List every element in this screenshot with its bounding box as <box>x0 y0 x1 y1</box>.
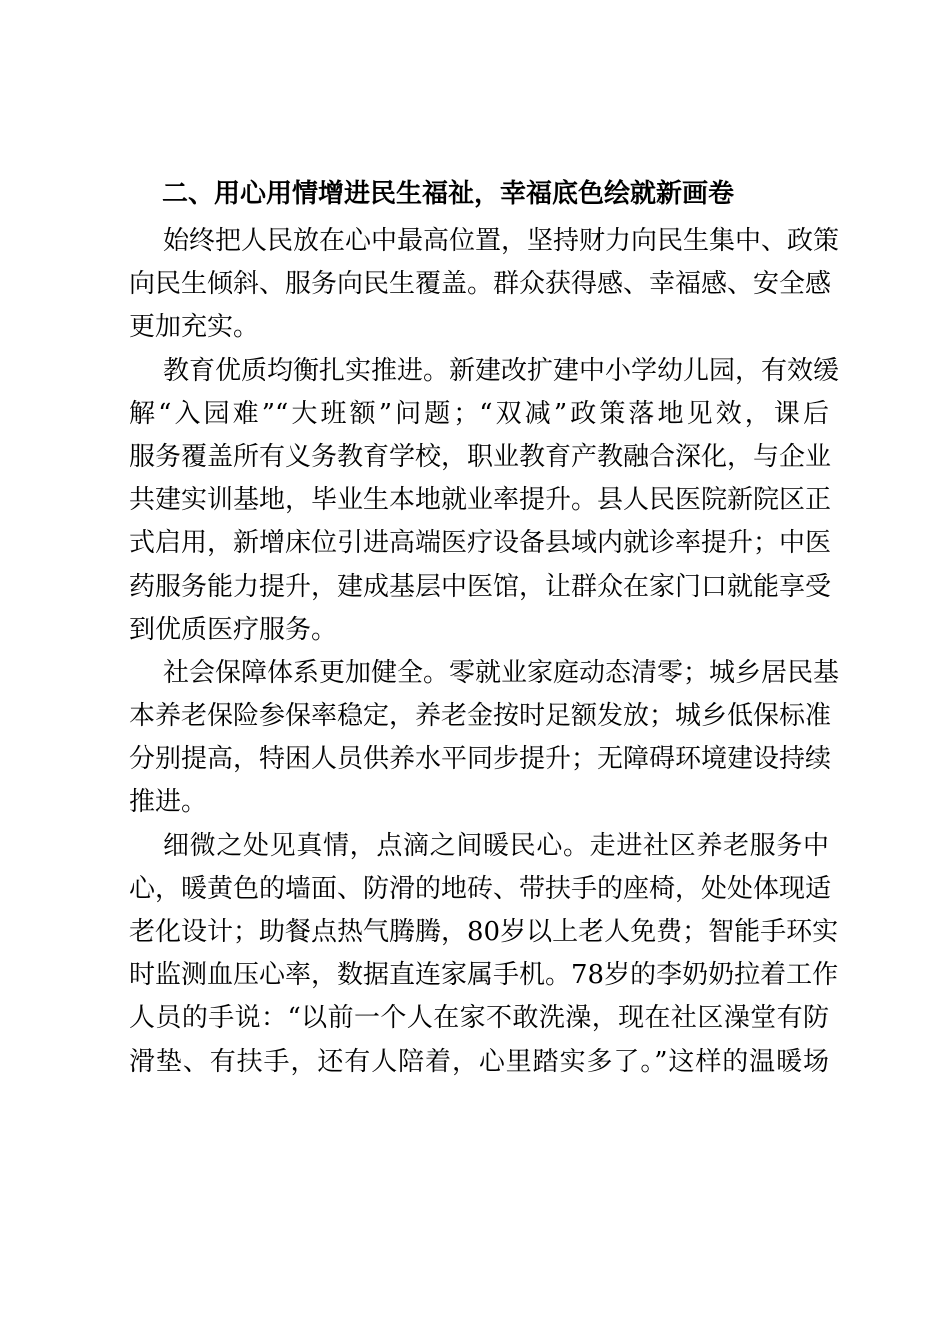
paragraph <box>129 652 840 825</box>
text-line: 式启用，新增床位引进高端医疗设备县域内就诊率提升；中医 <box>129 528 832 559</box>
text-line: 老化设计；助餐点热气腾腾，80岁以上老人免费；智能手环实 <box>129 917 839 947</box>
text-line: 推进。 <box>129 787 208 818</box>
text-line: 本养老保险参保率稳定，养老金按时足额发放；城乡低保标准 <box>129 701 832 732</box>
text-line: 教育优质均衡扎实推进。新建改扩建中小学幼儿园，有效缓 <box>163 355 840 386</box>
text-line: 药服务能力提升，建成基层中医馆，让群众在家门口就能享受 <box>129 571 832 602</box>
text-line: 解“入园难”“大班额”问题；“双减”政策落地见效，课后 <box>129 398 829 429</box>
text-line: 细微之处见真情，点滴之间暖民心。走进社区养老服务中 <box>163 830 829 861</box>
paragraph <box>129 220 840 350</box>
text-line: 始终把人民放在心中最高位置，坚持财力向民生集中、政策 <box>163 226 840 256</box>
text-line: 心，暖黄色的墙面、防滑的地砖、带扶手的座椅，处处体现适 <box>129 873 832 904</box>
text-line: 社会保障体系更加健全。零就业家庭动态清零；城乡居民基 <box>163 657 840 688</box>
text-line: 更加充实。 <box>129 312 260 343</box>
text-line: 分别提高，特困人员供养水平同步提升；无障碍环境建设持续 <box>129 744 832 775</box>
text-line: 到优质医疗服务。 <box>129 614 338 645</box>
text-line: 服务覆盖所有义务教育学校，职业教育产教融合深化，与企业 <box>129 441 832 472</box>
section-heading: 二、用心用情增进民生福祉，幸福底色绘就新画卷 <box>162 179 735 209</box>
text-line: 时监测血压心率，数据直连家属手机。78岁的李奶奶拉着工作 <box>129 960 839 991</box>
paragraph <box>129 825 839 1084</box>
document-body <box>129 220 840 1084</box>
text-line: 共建实训基地，毕业生本地就业率提升。县人民医院新院区正 <box>129 485 832 516</box>
text-line: 人员的手说：“以前一个人在家不敢洗澡，现在社区澡堂有防 <box>129 1003 829 1034</box>
text-line: 滑垫、有扶手，还有人陪着，心里踏实多了。”这样的温暖场 <box>129 1046 829 1077</box>
text-line: 向民生倾斜、服务向民生覆盖。群众获得感、幸福感、安全感 <box>129 269 832 300</box>
paragraph <box>129 350 840 652</box>
